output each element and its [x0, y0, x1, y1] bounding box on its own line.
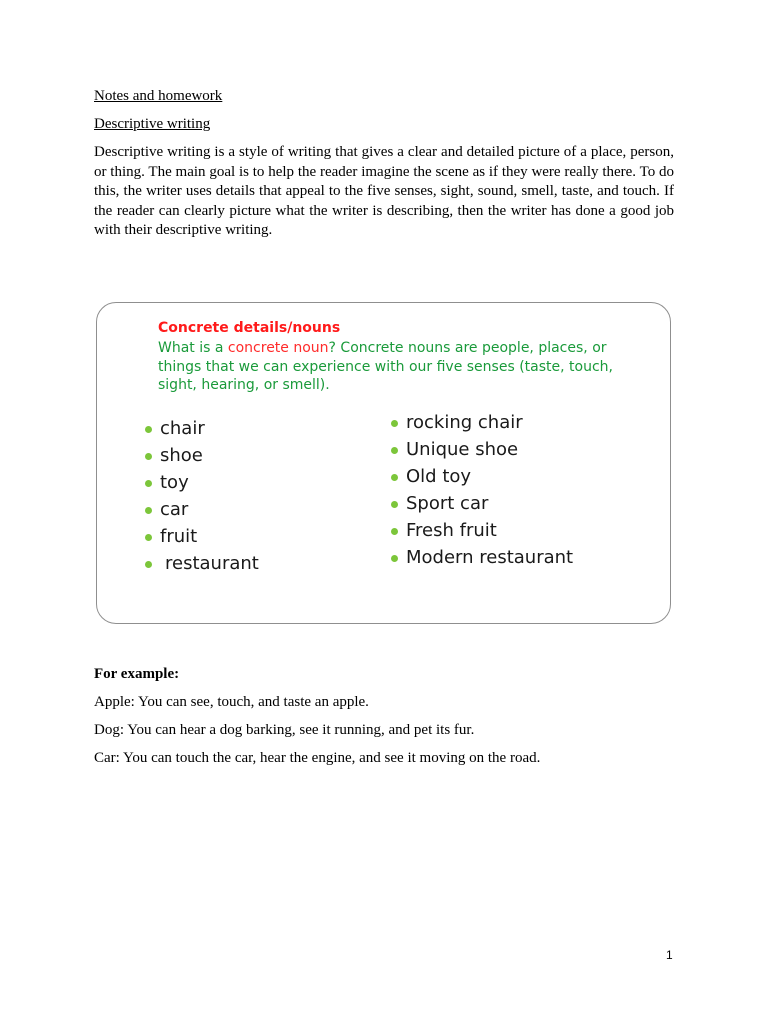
bullet-icon: [145, 480, 152, 487]
list-item-label: Modern restaurant: [406, 547, 574, 568]
list-item-label: shoe: [160, 445, 203, 466]
bullet-icon: [391, 501, 398, 508]
simple-nouns-list: [145, 415, 345, 577]
list-item-label: Fresh fruit: [406, 520, 497, 541]
bullet-icon: [391, 420, 398, 427]
list-item-label: Sport car: [406, 493, 489, 514]
slide-description-highlight: concrete noun: [227, 340, 329, 356]
list-item: [391, 544, 651, 571]
list-item-label: car: [160, 499, 189, 520]
list-item: [391, 436, 651, 463]
example-dog: Dog: You can hear a dog barking, see it running, and pet its fur.: [94, 722, 475, 738]
intro-paragraph: Descriptive writing is a style of writing that gives a clear and detailed picture of a place, person, or thing. The main goal is to help the reader imagine the scene as if they were really there. To do this, the writer uses details that appeal to the five senses, sight, sound, smell, taste, and touch. If the reader can clearly picture what the writer is describing, then the writer has done a good job with their descriptive writing.: [94, 144, 674, 238]
list-item-label: toy: [160, 472, 189, 493]
bullet-icon: [145, 561, 152, 568]
detailed-nouns-list: [391, 409, 651, 571]
slide-description-suffix: ? Concrete nouns are people, places, or things that we can experience with our five senses (taste, touch, sight, hearing, or smell).: [158, 340, 613, 393]
notes-heading: Notes and homework: [94, 88, 223, 104]
slide-description-prefix: What is a: [158, 340, 228, 356]
list-item: [391, 517, 651, 544]
example-car: Car: You can touch the car, hear the engine, and see it moving on the road.: [94, 750, 541, 766]
list-item: [145, 442, 345, 469]
bullet-icon: [391, 528, 398, 535]
example-heading: For example:: [94, 666, 180, 682]
list-item-label: fruit: [160, 526, 198, 547]
example-apple: Apple: You can see, touch, and taste an apple.: [94, 694, 369, 710]
list-item: [145, 496, 345, 523]
list-item: [391, 490, 651, 517]
list-item-label: Unique shoe: [406, 439, 519, 460]
bullet-icon: [391, 555, 398, 562]
list-item: [391, 409, 651, 436]
bullet-icon: [145, 507, 152, 514]
list-item: [145, 469, 345, 496]
section-heading: Descriptive writing: [94, 116, 211, 132]
list-item: [145, 523, 345, 550]
list-item-label: rocking chair: [406, 412, 523, 433]
list-item-label: Old toy: [406, 466, 472, 487]
list-item-label: chair: [160, 418, 205, 439]
list-item-label: restaurant: [165, 553, 259, 574]
bullet-icon: [391, 474, 398, 481]
bullet-icon: [145, 453, 152, 460]
bullet-icon: [145, 534, 152, 541]
slide-title: Concrete details/nouns: [158, 320, 341, 336]
page-number: 1: [666, 948, 673, 962]
slide-description: [158, 339, 628, 395]
concrete-nouns-slide: [96, 302, 671, 624]
list-item: [145, 415, 345, 442]
list-item: [391, 463, 651, 490]
bullet-icon: [391, 447, 398, 454]
list-item: [145, 550, 345, 577]
bullet-icon: [145, 426, 152, 433]
